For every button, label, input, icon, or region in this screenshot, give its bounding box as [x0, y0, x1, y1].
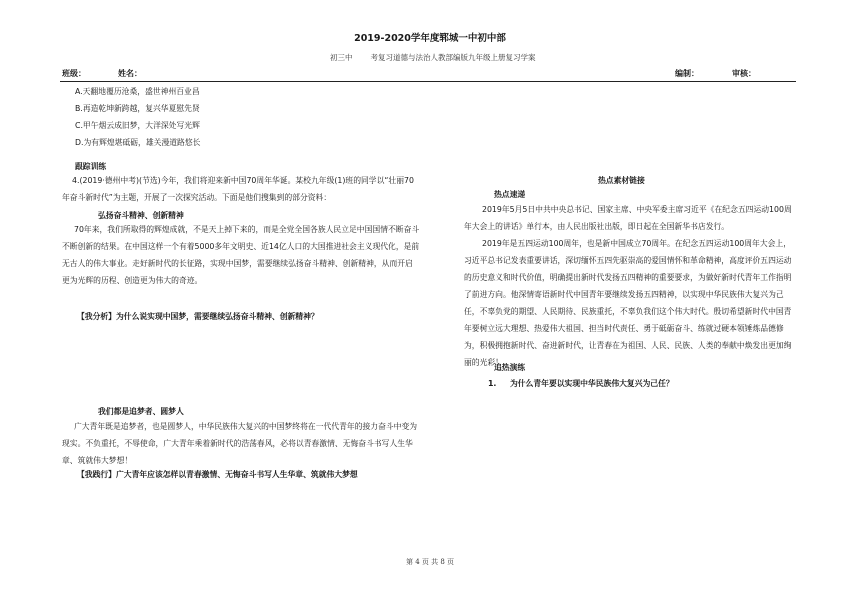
header-rule	[60, 81, 796, 82]
option-a: A.天翻地覆历沧桑，盛世神州百业昌	[75, 87, 200, 96]
section-spirit-title: 弘扬奋斗精神、创新精神	[98, 211, 184, 220]
option-b: B.再造乾坤新跨越，复兴华夏慰先贤	[75, 104, 200, 113]
page-number: 第 4 页 共 8 页	[405, 558, 455, 566]
analysis-question: 【我分析】为什么说实现中国梦，需要继续弘扬奋斗精神、创新精神？	[77, 312, 319, 321]
drill-question-1: 1. 为什么青年要以实现中华民族伟大复兴为己任？	[488, 379, 674, 388]
practice-question: 【我践行】广大青年应该怎样以青春激情、无悔奋斗书写人生华章、筑就伟大梦想	[77, 470, 358, 479]
hot-topic-title: 热点速递	[494, 190, 526, 199]
follow-training-title: 跟踪训练	[75, 162, 107, 171]
document-subtitle	[330, 52, 554, 63]
section-spirit-text: 70年来，我们所取得的辉煌成就，不是天上掉下来的，而是全党全国各族人民立足中国国情不断奋斗不断创新的结果。在中国这样一个有着5000多年文明史、近14亿人口的大国推进社会主义现代化，是前无古人的伟大事业。走好新时代的长征路，实现中国梦，需要继续弘扬奋斗精神、创新精神，从而开启更为光辉的历程、创造更为伟大的奇迹。	[62, 225, 420, 285]
hot-topic-paragraph-2: 2019年是五四运动100周年，也是新中国成立70周年。在纪念五四运动100周年大会上，习近平总书记发表重要讲话，深切缅怀五四先驱崇高的爱国情怀和革命精神，高度评价五四运动的历史意义和时代价值，明确提出新时代发扬五四精神的重要要求，为做好新时代青年工作指明了前进方向。他深情寄语新时代中国青年要继续发扬五四精神，以实现中华民族伟大复兴为己任，不辜负党的期望、人民期待、民族重托，不辜负我们这个伟大时代。殷切希望新时代中国青年要树立远大理想、热爱伟大祖国、担当时代责任、勇于砥砺奋斗、练就过硬本领锤炼品德修为，积极拥抱新时代、奋进新时代，让青春在为祖国、人民、民族、人类的奉献中焕发出更加绚丽的光彩！	[464, 239, 792, 367]
option-d: D.为有辉煌堪砥砺，雄关漫道路悠长	[75, 138, 201, 147]
drill-title: 追热演练	[494, 363, 526, 372]
hot-topic-paragraph-1: 2019年5月5日中共中央总书记、国家主席、中央军委主席习近平《在纪念五四运动100周年大会上的讲话》单行本，由人民出版社出版，即日起在全国新华书店发行。	[464, 205, 792, 231]
question-4-intro: 4.(2019·德州中考)(节选)今年，我们将迎来新中国70周年华诞。某校九年级(1)班的同学以“壮丽70年奋斗新时代”为主题，开展了一次探究活动。下面是他们搜集到的部分资料：	[62, 176, 414, 202]
section-dream-text: 广大青年既是追梦者，也是圆梦人，中华民族伟大复兴的中国梦终将在一代代青年的接力奋斗中变为现实。不负重托，不辱使命，广大青年乘着新时代的浩荡春风，必将以青春激情、无悔奋斗书写人生华章、筑就伟大梦想！	[62, 422, 418, 465]
material-title: 热点素材链接	[598, 176, 645, 185]
option-c: C.甲午烟云成旧梦，大洋深处写光辉	[75, 121, 200, 130]
reviewer-label: 审核：	[732, 69, 756, 78]
class-label: 班级：	[62, 69, 86, 78]
section-dream-title: 我们都是追梦者、圆梦人	[98, 407, 184, 416]
subtitle-desc: 考复习道德与法治人教部编版九年级上册复习学案	[370, 53, 536, 62]
subtitle-grade: 初三中	[330, 53, 353, 62]
editor-label: 编制：	[675, 69, 699, 78]
name-label: 姓名：	[118, 69, 142, 78]
document-title: 2019-2020学年度郓城一中初中部	[354, 33, 506, 44]
